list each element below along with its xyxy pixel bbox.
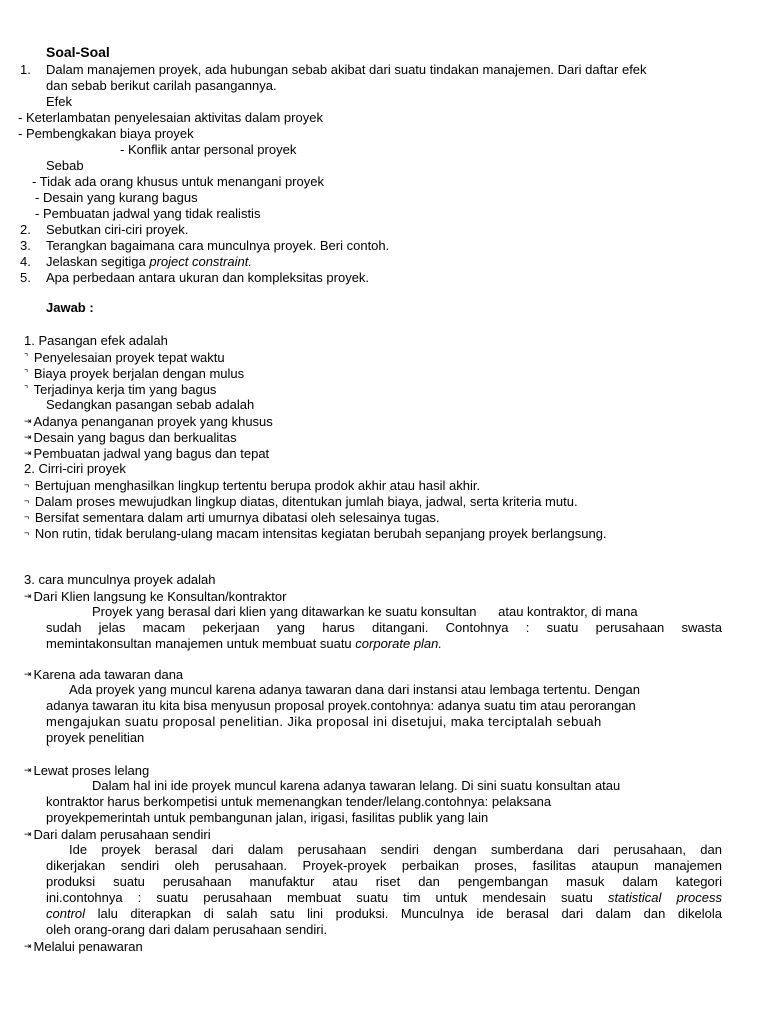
bullet-icon: ¬ — [24, 528, 30, 538]
paragraph-line: Ide proyek berasal dari dalam perusahaan sendiri dengan sumberdana dari perusahaan, dan — [69, 842, 722, 857]
paragraph-line: proyekpemerintah untuk pembangunan jalan, irigasi, fasilitas publik yang lain — [46, 810, 489, 825]
sebab-item: - Desain yang kurang bagus — [35, 190, 198, 205]
paragraph-line: produksi suatu perusahaan manufaktur atau riset dan pengembangan masuk dalam kategori — [46, 874, 722, 889]
bullet-icon: ¬ — [24, 512, 30, 522]
question-2-text: Sebutkan ciri-ciri proyek. — [46, 222, 189, 237]
arrow-bullet-icon: ⇥ — [24, 432, 32, 442]
paragraph-line: oleh orang-orang dari dalam perusahaan sendiri. — [46, 922, 328, 937]
question-1-number: 1. — [20, 62, 31, 77]
paragraph-line: kontraktor harus berkompetisi untuk memenangkan tender/lelang.contohnya: pelaksana — [46, 794, 552, 809]
list-item: ⌝ Biaya proyek berjalan dengan mulus — [24, 366, 245, 381]
stray-mark: ` — [46, 742, 51, 757]
paragraph-line: proyek penelitian — [46, 730, 145, 745]
question-3-number: 3. — [20, 238, 31, 253]
list-item: ¬ Bersifat sementara dalam arti umurnya dibatasi oleh selesainya tugas. — [24, 510, 440, 525]
list-item: ⇥ Desain yang bagus dan berkualitas — [24, 430, 237, 445]
paragraph-line: memintakonsultan manajemen untuk membuat suatu corporate plan. — [46, 636, 443, 651]
question-5-number: 5. — [20, 270, 31, 285]
list-item: ¬ Bertujuan menghasilkan lingkup tertentu berupa prodok akhir atau hasil akhir. — [24, 478, 481, 493]
list-item: ¬ Dalam proses mewujudkan lingkup diatas, ditentukan jumlah biaya, jadwal, serta kriteria mutu. — [24, 494, 578, 509]
sebab-item: - Tidak ada orang khusus untuk menangani proyek — [32, 174, 324, 189]
question-2-number: 2. — [20, 222, 31, 237]
arrow-bullet-icon: ⇥ — [24, 765, 32, 775]
bullet-icon: ⌝ — [24, 368, 29, 378]
bullet-icon: ¬ — [24, 496, 30, 506]
list-item: ⇥ Pembuatan jadwal yang bagus dan tepat — [24, 446, 270, 461]
paragraph-line: sudah jelas macam pekerjaan yang harus ditangani. Contohnya : suatu perusahaan swasta — [46, 620, 722, 635]
section-heading-dana: ⇥ Karena ada tawaran dana — [24, 667, 184, 682]
page-title: Soal-Soal — [46, 44, 110, 60]
paragraph-line: Ada proyek yang muncul karena adanya tawaran dana dari instansi atau lembaga tertentu. Dengan — [69, 682, 640, 697]
arrow-bullet-icon: ⇥ — [24, 941, 32, 951]
bullet-icon: ⌝ — [24, 352, 29, 362]
efek-item: - Konflik antar personal proyek — [120, 142, 297, 157]
question-4-number: 4. — [20, 254, 31, 269]
list-item: ⌝ Penyelesaian proyek tepat waktu — [24, 350, 225, 365]
list-item: ⌝ Terjadinya kerja tim yang bagus — [24, 382, 217, 397]
question-5-text: Apa perbedaan antara ukuran dan kompleksitas proyek. — [46, 270, 370, 285]
paragraph-line: adanya tawaran itu kita bisa menyusun proposal proyek.contohnya: adanya suatu tim atau perorangan — [46, 698, 636, 713]
list-item: ¬ Non rutin, tidak berulang-ulang macam intensitas kegiatan berubah sepanjang proyek berlangsung. — [24, 526, 607, 541]
sebab-item: - Pembuatan jadwal yang tidak realistis — [35, 206, 261, 221]
answers-title: Jawab : — [46, 300, 94, 315]
section-heading-penawaran: ⇥ Melalui penawaran — [24, 939, 143, 954]
sebab-label: Sebab — [46, 158, 84, 173]
paragraph-line: ini.contohnya : suatu perusahaan membuat suatu tim untuk mendesain suatu statistical process — [46, 890, 722, 905]
question-3-text: Terangkan bagaimana cara munculnya proyek. Beri contoh. — [46, 238, 390, 253]
answer-1-heading: 1. Pasangan efek adalah — [24, 333, 168, 348]
efek-item: - Pembengkakan biaya proyek — [18, 126, 194, 141]
question-4-text: Jelaskan segitiga project constraint. — [46, 254, 252, 269]
efek-item: - Keterlambatan penyelesaian aktivitas dalam proyek — [18, 110, 323, 125]
answer-3-heading: 3. cara munculnya proyek adalah — [24, 572, 216, 587]
section-heading-dalam: ⇥ Dari dalam perusahaan sendiri — [24, 827, 211, 842]
bullet-icon: ¬ — [24, 480, 30, 490]
answer-2-heading: 2. Cirri-ciri proyek — [24, 461, 126, 476]
arrow-bullet-icon: ⇥ — [24, 591, 32, 601]
arrow-bullet-icon: ⇥ — [24, 448, 32, 458]
question-1-text: Dalam manajemen proyek, ada hubungan sebab akibat dari suatu tindakan manajemen. Dari daftar efek — [46, 62, 647, 77]
paragraph-line: Dalam hal ini ide proyek muncul karena adanya tawaran lelang. Di sini suatu konsultan atau — [92, 778, 621, 793]
list-item: ⇥ Adanya penanganan proyek yang khusus — [24, 414, 273, 429]
paragraph-line: control lalu diterapkan di salah satu lini produksi. Munculnya ide berasal dari dalam dan dikelola — [46, 906, 722, 921]
paragraph-line: Proyek yang berasal dari klien yang ditawarkan ke suatu konsultan atau kontraktor, di mana — [92, 604, 638, 619]
arrow-bullet-icon: ⇥ — [24, 669, 32, 679]
efek-label: Efek — [46, 94, 73, 109]
arrow-bullet-icon: ⇥ — [24, 416, 32, 426]
bullet-icon: ⌝ — [24, 384, 29, 394]
question-1-text-cont: dan sebab berikut carilah pasangannya. — [46, 78, 277, 93]
arrow-bullet-icon: ⇥ — [24, 829, 32, 839]
section-heading-klien: ⇥ Dari Klien langsung ke Konsultan/kontraktor — [24, 589, 287, 604]
paragraph-line: dikerjakan sendiri oleh perusahaan. Proyek-proyek perbaikan proses, fasilitas ataupun manajemen — [46, 858, 722, 873]
paragraph-line: mengajukan suatu proposal penelitian. Jika proposal ini disetujui, maka terciptalah sebuah — [46, 714, 602, 729]
answer-1-sebab-heading: Sedangkan pasangan sebab adalah — [46, 397, 255, 412]
section-heading-lelang: ⇥ Lewat proses lelang — [24, 763, 150, 778]
